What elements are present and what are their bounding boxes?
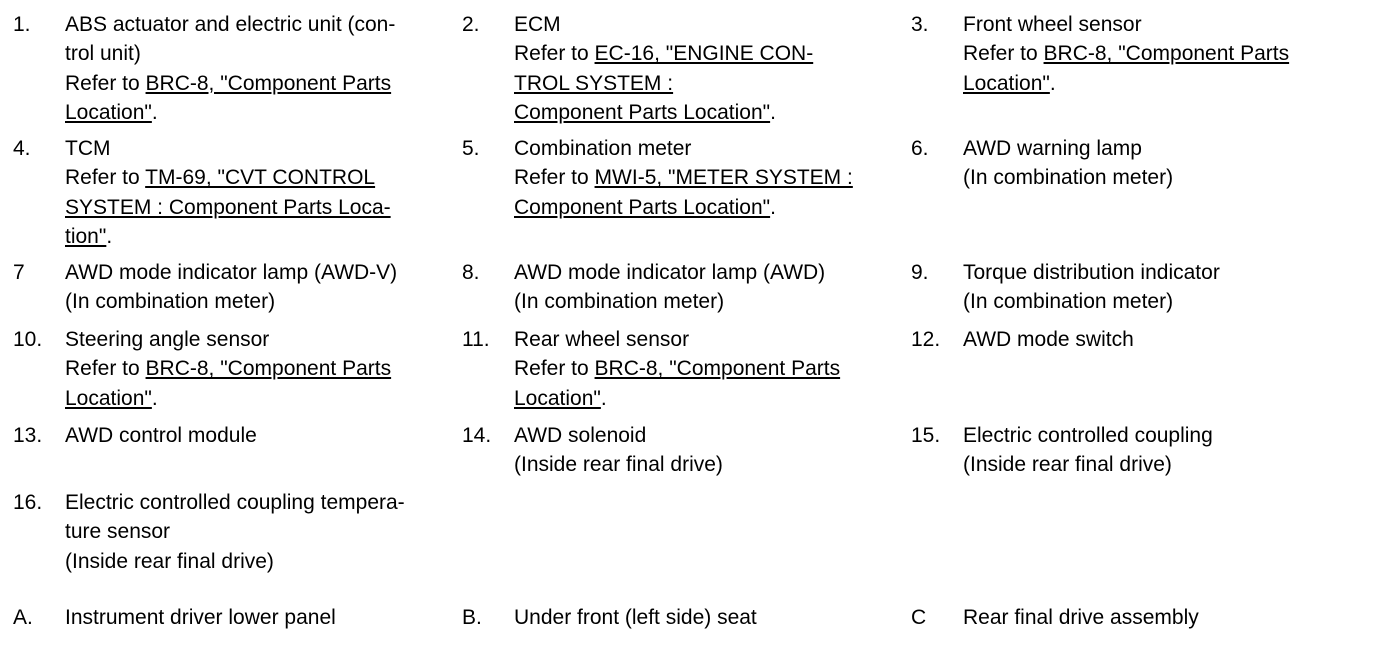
item-text (963, 10, 1355, 98)
item-number: 9. (911, 261, 929, 284)
item-line: (Inside rear final drive) (514, 453, 723, 477)
item-line: AWD solenoid (514, 424, 647, 447)
item-line (514, 193, 906, 222)
item-line: ABS actuator and electric unit (con- (65, 13, 396, 36)
item-line (514, 354, 906, 383)
item-line: TCM (65, 137, 111, 160)
item-text (65, 10, 457, 127)
item-line: Steering angle sensor (65, 328, 270, 351)
reference-link[interactable]: Component Parts Location" (514, 100, 771, 124)
item-text (514, 603, 906, 632)
item-number: 7 (13, 261, 25, 284)
item-line (65, 222, 457, 251)
item-number: 4. (13, 137, 31, 160)
punctuation: . (106, 224, 113, 248)
reference-link[interactable]: Location" (514, 386, 601, 410)
item-text (65, 258, 457, 317)
item-text (963, 134, 1355, 193)
item-line: AWD warning lamp (963, 137, 1142, 160)
item-line: (Inside rear final drive) (65, 549, 274, 573)
item-line: Rear wheel sensor (514, 328, 690, 351)
location-letter: A. (13, 606, 33, 629)
item-line: Instrument driver lower panel (65, 606, 336, 629)
item-number: 3. (911, 13, 929, 36)
item-line: (In combination meter) (963, 166, 1174, 190)
refer-to-label: Refer to (963, 42, 1044, 66)
item-number: 11. (462, 328, 490, 351)
item-text (963, 325, 1355, 354)
item-number: 10. (13, 328, 43, 351)
reference-link[interactable]: BRC-8, "Component Parts (594, 357, 841, 381)
refer-to-label: Refer to (65, 166, 146, 190)
punctuation: . (1049, 71, 1056, 95)
item-line (514, 69, 906, 98)
item-line: (In combination meter) (65, 290, 276, 314)
item-text (963, 421, 1355, 480)
item-text (514, 258, 906, 317)
reference-link[interactable]: Component Parts Location" (514, 195, 771, 219)
item-line: Combination meter (514, 137, 692, 160)
item-number: 1. (13, 13, 31, 36)
reference-link[interactable]: BRC-8, "Component Parts (145, 71, 392, 95)
item-line: AWD mode indicator lamp (AWD) (514, 261, 826, 284)
item-line: (In combination meter) (963, 290, 1174, 314)
reference-link[interactable]: BRC-8, "Component Parts (1043, 42, 1290, 66)
item-line: AWD mode switch (963, 328, 1134, 351)
item-line (65, 69, 457, 98)
item-text (514, 325, 906, 413)
reference-link[interactable]: tion" (65, 224, 107, 248)
item-line (514, 163, 906, 192)
item-text (514, 10, 906, 127)
punctuation: . (151, 100, 158, 124)
refer-to-label: Refer to (514, 42, 595, 66)
item-line (65, 193, 457, 222)
item-text (65, 488, 457, 576)
item-line: ECM (514, 13, 561, 36)
item-number: 14. (462, 424, 492, 447)
reference-link[interactable]: Location" (65, 386, 152, 410)
item-line: Torque distribution indicator (963, 261, 1220, 284)
reference-link[interactable]: EC-16, "ENGINE CON- (594, 42, 814, 66)
item-line: Electric controlled coupling tempera- (65, 491, 405, 514)
item-text (65, 325, 457, 413)
item-line (65, 384, 457, 413)
item-line: (Inside rear final drive) (963, 453, 1172, 477)
item-number: 16. (13, 491, 43, 514)
item-number: 12. (911, 328, 941, 351)
reference-link[interactable]: MWI-5, "METER SYSTEM : (594, 166, 853, 190)
item-line (963, 39, 1355, 68)
item-line (65, 163, 457, 192)
punctuation: . (770, 195, 776, 219)
item-line: Electric controlled coupling (963, 424, 1213, 447)
refer-to-label: Refer to (65, 357, 146, 381)
item-line (514, 98, 906, 127)
reference-link[interactable]: TM-69, "CVT CONTROL (145, 166, 376, 190)
reference-link[interactable]: Location" (963, 71, 1050, 95)
reference-link[interactable]: TROL SYSTEM : (514, 71, 674, 95)
refer-to-label: Refer to (514, 357, 595, 381)
item-number: 5. (462, 137, 480, 160)
item-line (963, 69, 1355, 98)
item-number: 13. (13, 424, 43, 447)
item-line: AWD mode indicator lamp (AWD-V) (65, 261, 398, 284)
item-line: ture sensor (65, 520, 171, 544)
punctuation: . (151, 386, 158, 410)
location-letter: C (911, 606, 927, 629)
item-line: Front wheel sensor (963, 13, 1142, 36)
item-text (514, 134, 906, 222)
item-line: (In combination meter) (514, 290, 725, 314)
item-text (65, 134, 457, 251)
item-line: Under front (left side) seat (514, 606, 757, 629)
item-line: Rear final drive assembly (963, 606, 1199, 629)
item-line (65, 98, 457, 127)
refer-to-label: Refer to (65, 71, 146, 95)
location-letter: B. (462, 606, 482, 629)
item-line (65, 354, 457, 383)
refer-to-label: Refer to (514, 166, 595, 190)
item-line: trol unit) (65, 42, 141, 66)
item-line (514, 384, 906, 413)
item-text (65, 421, 457, 450)
item-text (963, 603, 1355, 632)
item-text (65, 603, 457, 632)
item-number: 2. (462, 13, 480, 36)
reference-link[interactable]: BRC-8, "Component Parts (145, 357, 392, 381)
reference-link[interactable]: SYSTEM : Component Parts Loca- (65, 195, 391, 219)
item-text (514, 421, 906, 480)
item-number: 8. (462, 261, 480, 284)
item-number: 6. (911, 137, 929, 160)
punctuation: . (770, 100, 776, 124)
item-line (514, 39, 906, 68)
item-line: AWD control module (65, 424, 257, 447)
punctuation: . (600, 386, 607, 410)
item-text (963, 258, 1355, 317)
reference-link[interactable]: Location" (65, 100, 152, 124)
item-number: 15. (911, 424, 941, 447)
